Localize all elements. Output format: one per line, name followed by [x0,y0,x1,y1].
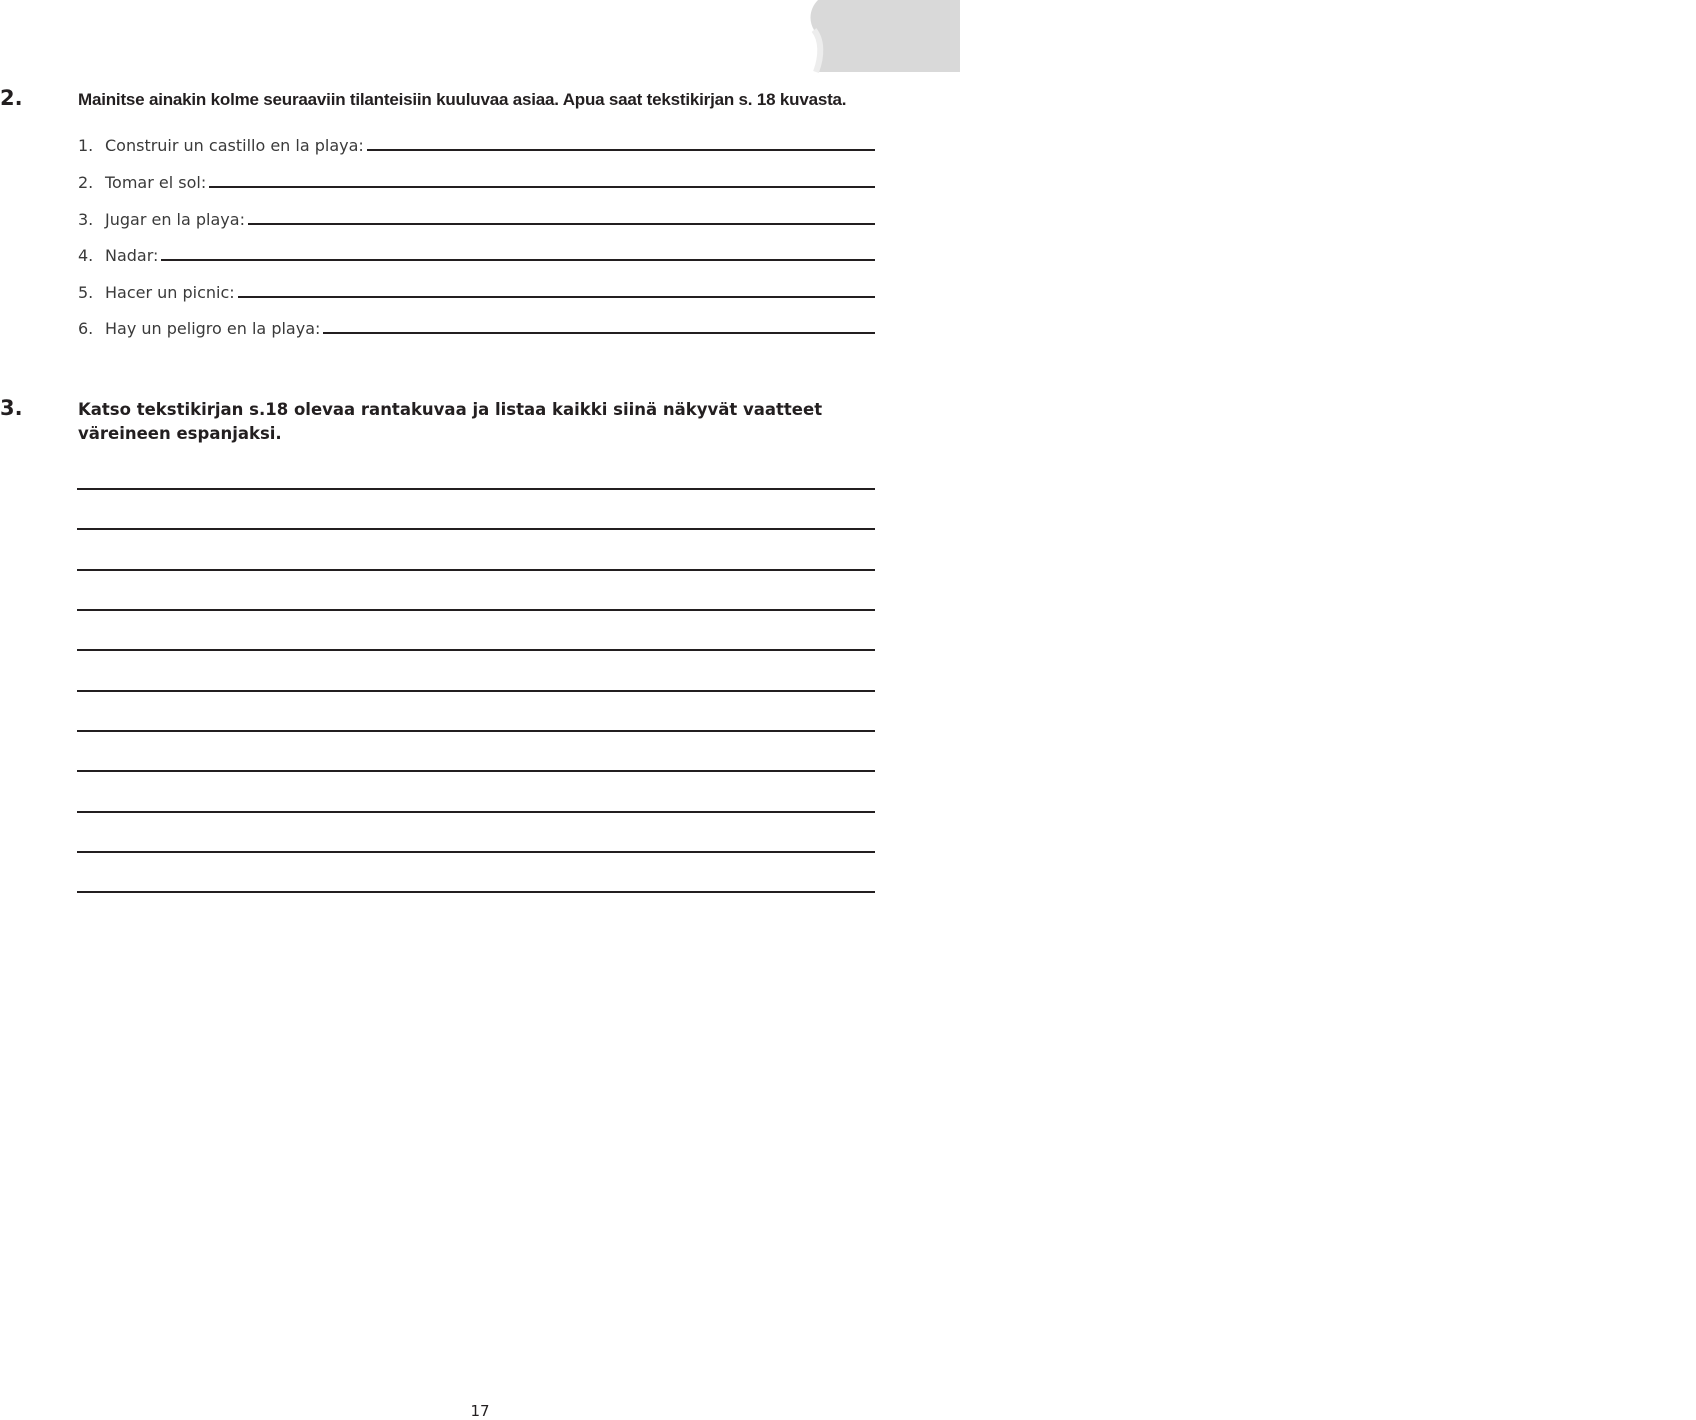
item-label: Construir un castillo en la playa: [105,136,364,155]
item-label: Hay un peligro en la playa: [105,319,321,338]
page-number: 17 [470,1402,490,1420]
item-label: Jugar en la playa: [105,210,245,229]
answer-line[interactable] [77,851,875,853]
exercise-2-item [78,314,875,338]
exercise-2-item [78,241,875,265]
exercise-2-item [78,131,875,155]
item-number: 6. [78,319,94,338]
answer-line[interactable] [77,528,875,530]
answer-line[interactable] [77,891,875,893]
exercise-2-item [78,168,875,192]
item-number: 5. [78,283,94,302]
answer-blank[interactable] [367,149,875,151]
answer-line[interactable] [77,609,875,611]
unit-tab-shape [778,0,960,72]
unit-number: 3 [1678,16,1696,46]
answer-line[interactable] [77,770,875,772]
answer-blank[interactable] [209,186,875,188]
exercise-3-number: 3. [0,396,23,420]
exercise-2-item [78,278,875,302]
answer-blank[interactable] [248,223,875,225]
unit-tab [778,0,1696,72]
answer-line[interactable] [77,730,875,732]
answer-line[interactable] [77,569,875,571]
answer-blank[interactable] [161,259,875,261]
unit-label: UNIDAD [1610,26,1676,44]
exercise-2-number: 2. [0,86,23,110]
answer-line[interactable] [77,811,875,813]
item-label: Tomar el sol: [105,173,207,192]
item-label: Nadar: [105,246,159,265]
answer-line[interactable] [77,690,875,692]
exercise-2-item [78,205,875,229]
answer-line[interactable] [77,488,875,490]
exercise-3-instruction: Katso tekstikirjan s.18 olevaa rantakuvaa ja listaa kaikki siinä näkyvät vaatteet väreineen espanjaksi. [78,400,823,443]
item-number: 3. [78,210,94,229]
item-number: 1. [78,136,94,155]
item-label: Hacer un picnic: [105,283,235,302]
answer-blank[interactable] [323,332,875,334]
exercise-2-instruction: Mainitse ainakin kolme seuraaviin tilanteisiin kuuluvaa asiaa. Apua saat tekstikirjan s. 18 kuvasta. [78,90,847,109]
item-number: 2. [78,173,94,192]
answer-line[interactable] [77,649,875,651]
answer-blank[interactable] [238,296,875,298]
item-number: 4. [78,246,94,265]
